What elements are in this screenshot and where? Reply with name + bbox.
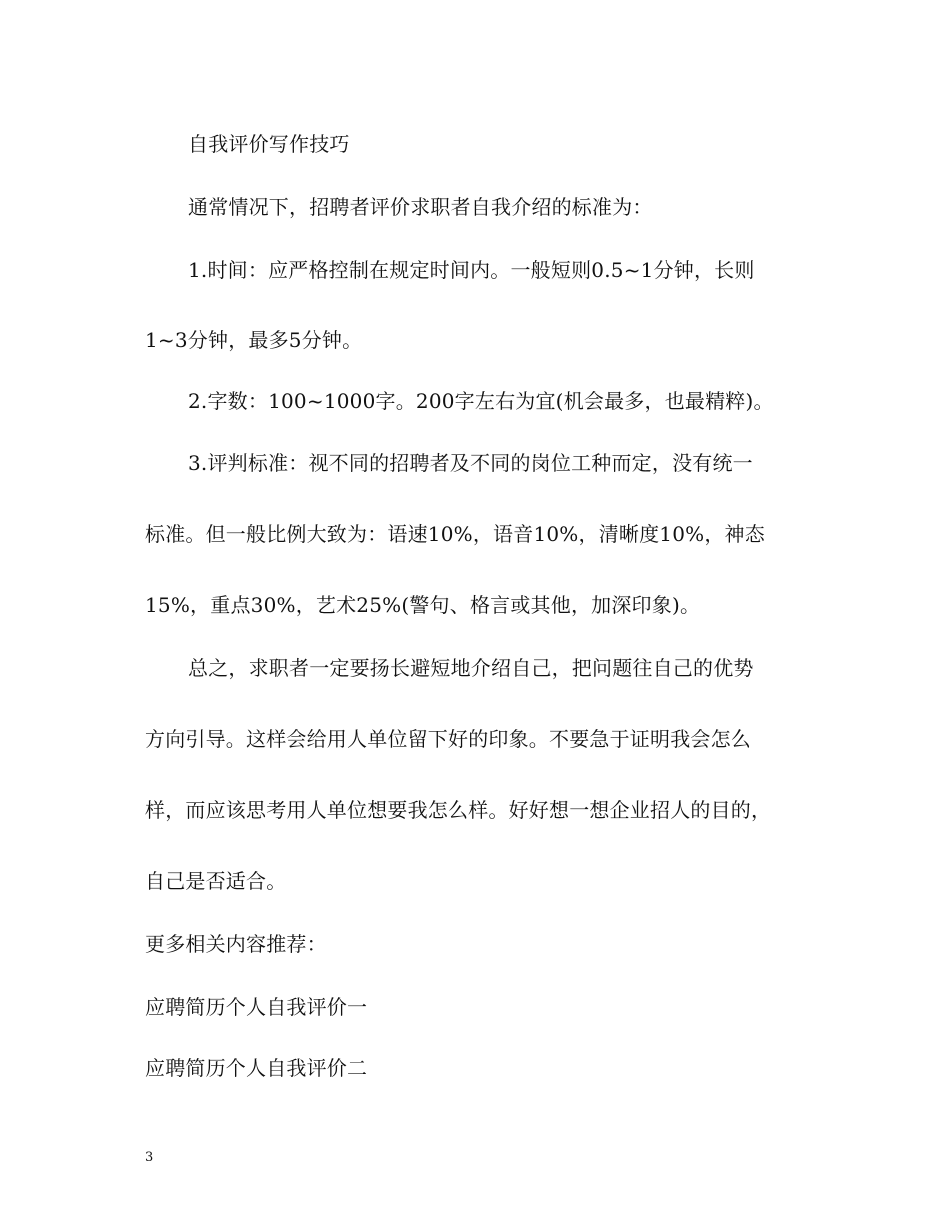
time-criterion-line-2: 1~3分钟，最多5分钟。 [145, 328, 363, 352]
summary-line-4: 自己是否适合。 [145, 869, 287, 893]
summary-line-1: 总之，求职者一定要扬长避短地介绍自己，把问题往自己的优势 [188, 656, 754, 680]
evaluation-criterion-line-2: 标准。但一般比例大致为：语速10%，语音10%，清晰度10%，神态 [145, 522, 765, 546]
document-title: 自我评价写作技巧 [188, 132, 350, 156]
summary-line-2: 方向引导。这样会给用人单位留下好的印象。不要急于证明我会怎么 [145, 727, 751, 751]
related-link-2[interactable]: 应聘简历个人自我评价二 [145, 1056, 368, 1080]
related-link-1[interactable]: 应聘简历个人自我评价一 [145, 995, 368, 1019]
time-criterion-line-1: 1.时间：应严格控制在规定时间内。一般短则0.5~1分钟，长则 [188, 258, 755, 282]
word-count-criterion: 2.字数：100~1000字。200字左右为宜(机会最多，也最精粹)。 [188, 389, 774, 413]
more-content-label: 更多相关内容推荐： [145, 932, 327, 956]
intro-paragraph: 通常情况下，招聘者评价求职者自我介绍的标准为： [188, 195, 653, 219]
page-number: 3 [145, 1150, 154, 1165]
evaluation-criterion-line-1: 3.评判标准：视不同的招聘者及不同的岗位工种而定，没有统一 [188, 451, 753, 475]
summary-line-3: 样，而应该思考用人单位想要我怎么样。好好想一想企业招人的目的， [145, 798, 772, 822]
evaluation-criterion-line-3: 15%，重点30%，艺术25%(警句、格言或其他，加深印象)。 [145, 593, 701, 617]
